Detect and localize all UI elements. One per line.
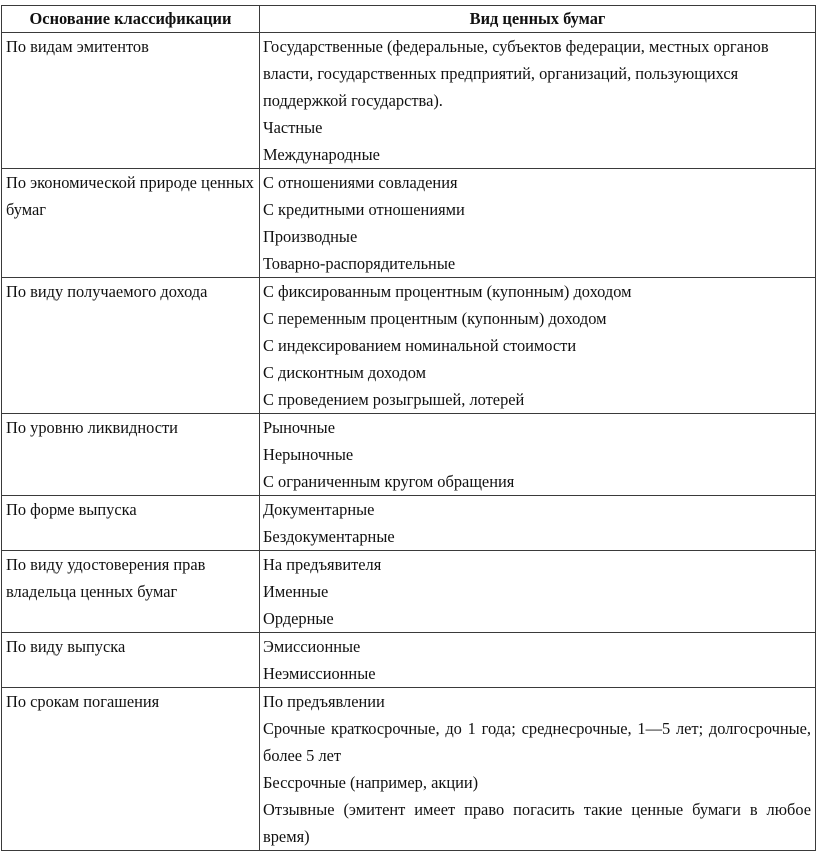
kind-item: С проведением розыгрышей, лотерей (263, 390, 525, 409)
table-row (2, 169, 816, 278)
kind-item: Именные (263, 582, 329, 601)
kinds-cell (260, 414, 816, 496)
kinds-cell (260, 633, 816, 688)
kind-item: Товарно-распорядительные (263, 254, 456, 273)
kind-item: С отношениями совладения (263, 173, 458, 192)
header-row (2, 6, 816, 33)
table-row (2, 688, 816, 851)
header-kind: Вид ценных бумаг (260, 6, 816, 33)
table-row (2, 33, 816, 169)
basis-cell: По уровню ликвидности (2, 414, 260, 496)
kinds-cell (260, 551, 816, 633)
table-row (2, 496, 816, 551)
classification-table (1, 5, 816, 851)
kinds-cell (260, 278, 816, 414)
basis-cell: По срокам погашения (2, 688, 260, 851)
kinds-cell (260, 688, 816, 851)
kind-item: С переменным процентным (купонным) доходом (263, 309, 607, 328)
kind-item: По предъявлении (263, 692, 385, 711)
kind-item: Нерыночные (263, 445, 354, 464)
kind-item: Неэмиссионные (263, 664, 376, 683)
kind-item: Ордерные (263, 609, 334, 628)
kind-item: С дисконтным доходом (263, 363, 426, 382)
basis-cell: По виду выпуска (2, 633, 260, 688)
kind-item: На предъявителя (263, 555, 382, 574)
table-header (2, 6, 816, 33)
kinds-cell (260, 33, 816, 169)
kind-item: Рыночные (263, 418, 335, 437)
kind-item: Эмиссионные (263, 637, 361, 656)
kind-item: Государственные (федеральные, субъектов федерации, местных органов власти, государственных предприятий, организаций, пользующихся поддержкой государства). (263, 37, 769, 110)
table-row (2, 633, 816, 688)
basis-cell: По виду удостоверения прав владельца ценных бумаг (2, 551, 260, 633)
table-row (2, 414, 816, 496)
header-basis: Основание классификации (2, 6, 260, 33)
table-row (2, 551, 816, 633)
kind-item: Срочные краткосрочные, до 1 года; среднесрочные, 1—5 лет; долгосрочные, более 5 лет (263, 719, 811, 765)
kind-item: Отзывные (эмитент имеет право погасить такие ценные бумаги в любое время) (263, 800, 811, 846)
kind-item: Бессрочные (например, акции) (263, 773, 479, 792)
kind-item: С фиксированным процентным (купонным) доходом (263, 282, 632, 301)
kind-item: С индексированием номинальной стоимости (263, 336, 577, 355)
kind-item: Международные (263, 145, 380, 164)
kind-item: Бездокументарные (263, 527, 395, 546)
basis-cell: По виду получаемого дохода (2, 278, 260, 414)
kind-item: С кредитными отношениями (263, 200, 465, 219)
kind-item: С ограниченным кругом обращения (263, 472, 515, 491)
basis-cell: По экономической природе ценных бумаг (2, 169, 260, 278)
basis-cell: По видам эмитентов (2, 33, 260, 169)
table-row (2, 278, 816, 414)
basis-cell: По форме выпуска (2, 496, 260, 551)
kind-item: Производные (263, 227, 358, 246)
kind-item: Документарные (263, 500, 375, 519)
kinds-cell (260, 169, 816, 278)
kind-item: Частные (263, 118, 323, 137)
kinds-cell (260, 496, 816, 551)
